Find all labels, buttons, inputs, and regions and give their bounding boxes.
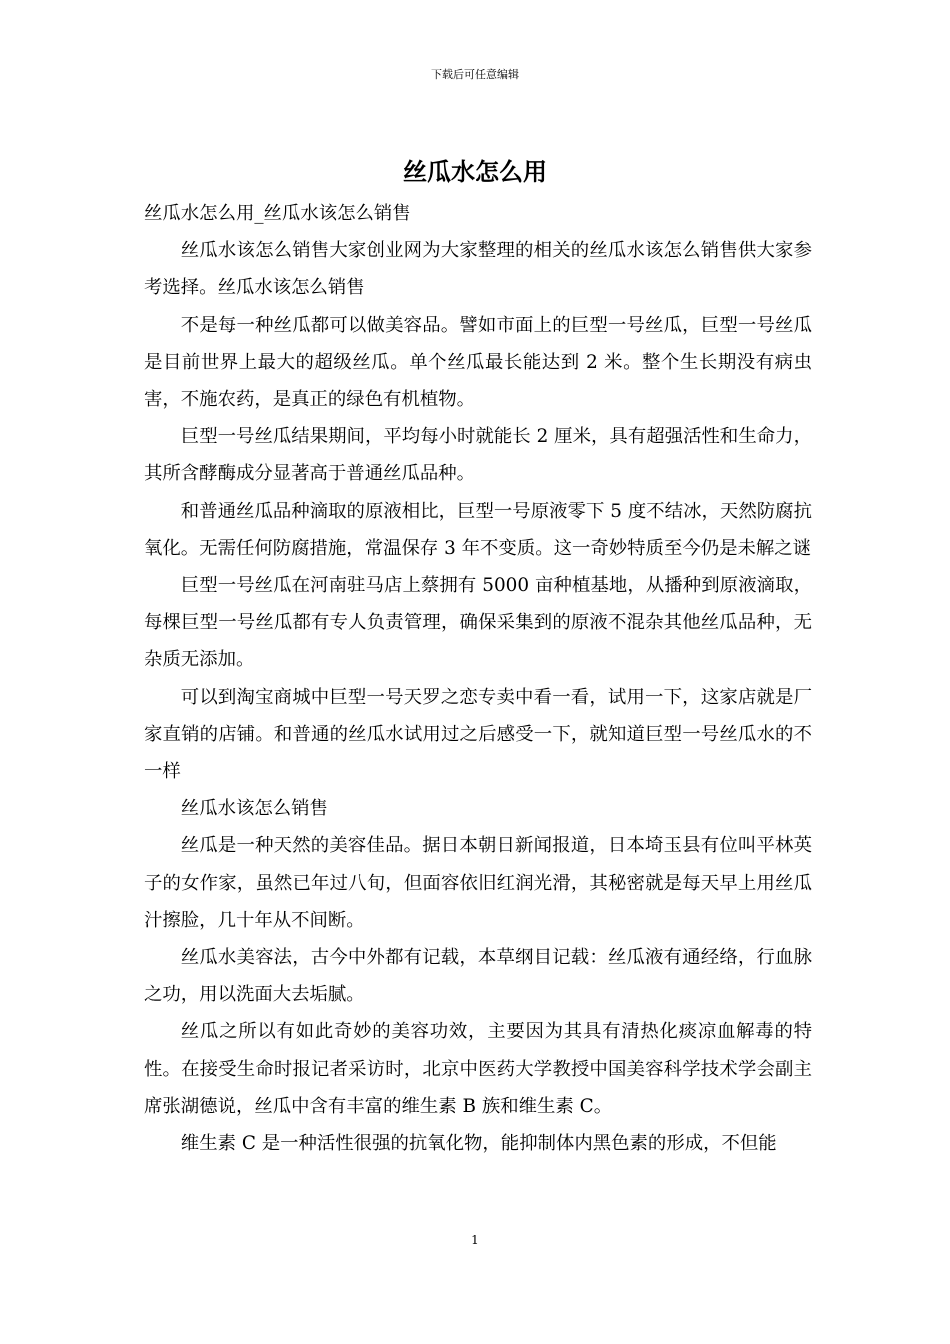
paragraph-1: 丝瓜水该怎么销售大家创业网为大家整理的相关的丝瓜水该怎么销售供大家参考选择。丝瓜水该怎么销售 xyxy=(144,240,812,299)
paragraph-6: 可以到淘宝商城中巨型一号天罗之恋专卖中看一看，试用一下，这家店就是厂家直销的店铺。和普通的丝瓜水试用过之后感受一下，就知道巨型一号丝瓜水的不一样 xyxy=(144,686,812,783)
paragraph-4: 和普通丝瓜品种滴取的原液相比，巨型一号原液零下 5 度不结冰，天然防腐抗氧化。无需任何防腐措施，常温保存 3 年不变质。这一奇妙特质至今仍是未解之谜 xyxy=(144,500,812,559)
paragraph-5: 巨型一号丝瓜在河南驻马店上蔡拥有 5000 亩种植基地，从播种到原液滴取，每棵巨型一号丝瓜都有专人负责管理，确保采集到的原液不混杂其他丝瓜品种，无杂质无添加。 xyxy=(144,575,812,671)
document-body xyxy=(144,195,812,1162)
document-subtitle: 丝瓜水怎么用_丝瓜水该怎么销售 xyxy=(144,203,411,224)
page-number: 1 xyxy=(471,1233,479,1247)
paragraph-2: 不是每一种丝瓜都可以做美容品。譬如市面上的巨型一号丝瓜，巨型一号丝瓜是目前世界上最大的超级丝瓜。单个丝瓜最长能达到 2 米。整个生长期没有病虫害，不施农药，是真正的绿色有机植物。 xyxy=(144,314,812,411)
paragraph-8: 丝瓜水美容法，古今中外都有记载，本草纲目记载：丝瓜液有通经络，行血脉之功，用以洗面大去垢腻。 xyxy=(144,947,812,1006)
section-heading: 丝瓜水该怎么销售 xyxy=(180,798,328,820)
header-note: 下载后可任意编辑 xyxy=(431,68,519,81)
paragraph-9: 丝瓜之所以有如此奇妙的美容功效，主要因为其具有清热化痰凉血解毒的特性。在接受生命时报记者采访时，北京中医药大学教授中国美容科学技术学会副主席张湖德说，丝瓜中含有丰富的维生素 B 族和维生素 C。 xyxy=(144,1021,812,1117)
paragraph-7: 丝瓜是一种天然的美容佳品。据日本朝日新闻报道，日本埼玉县有位叫平林英子的女作家，虽然已年过八旬，但面容依旧红润光滑，其秘密就是每天早上用丝瓜汁擦脸，几十年从不间断。 xyxy=(144,835,812,931)
paragraph-10: 维生素 C 是一种活性很强的抗氧化物，能抑制体内黑色素的形成，不但能 xyxy=(180,1133,777,1155)
document-title: 丝瓜水怎么用 xyxy=(403,158,547,186)
paragraph-3: 巨型一号丝瓜结果期间，平均每小时就能长 2 厘米，具有超强活性和生命力，其所含酵酶成分显著高于普通丝瓜品种。 xyxy=(144,426,812,485)
